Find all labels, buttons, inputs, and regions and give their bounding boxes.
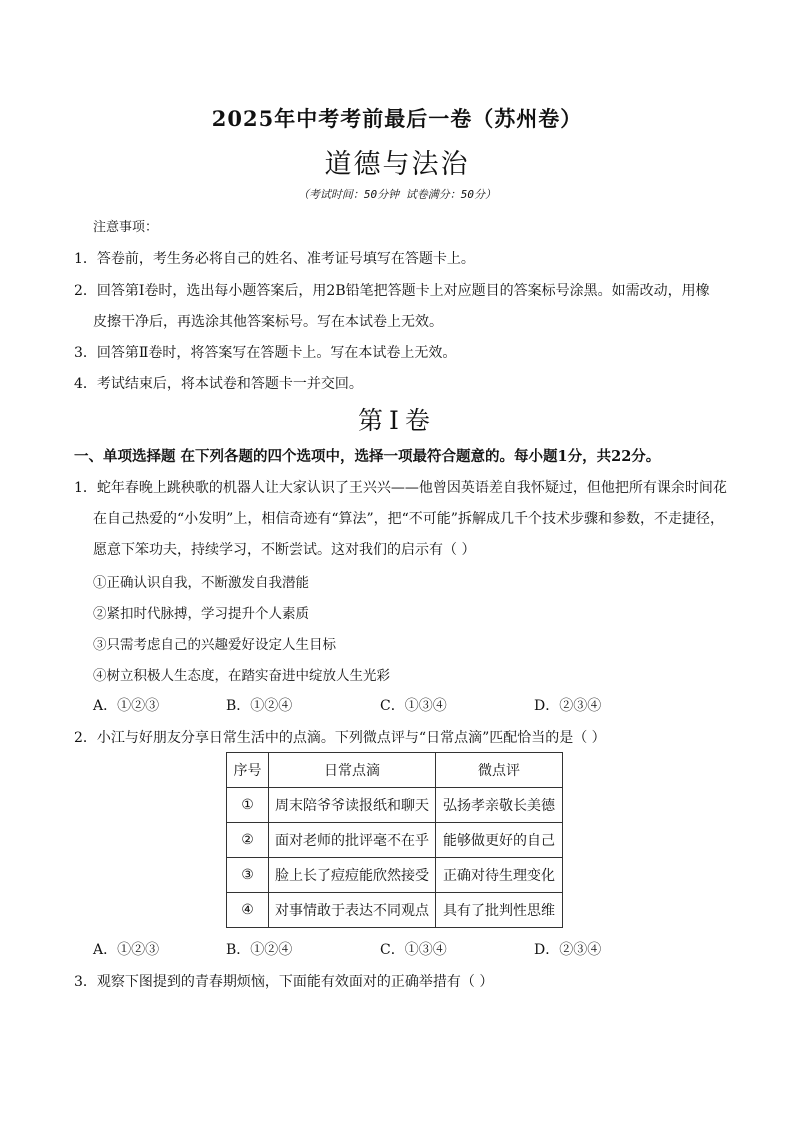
q1-statement-4: ④树立积极人生态度，在踏实奋进中绽放人生光彩 — [93, 668, 390, 684]
q1-choice-c[interactable]: C．①③④ — [380, 698, 447, 714]
part-heading: 一、单项选择题 在下列各题的四个选项中，选择一项最符合题意的。每小题1分，共22分。 — [74, 448, 661, 465]
q1-stem-line-2: 在自己热爱的“小发明”上，相信奇迹有“算法”，把“不可能”拆解成几千个技术步骤和参数，不走捷径， — [93, 511, 724, 527]
table-cell: 周末陪爷爷读报纸和聊天 — [269, 788, 436, 823]
table-cell: 能够做更好的自己 — [436, 823, 563, 858]
q2-table — [226, 752, 563, 928]
table-cell: 面对老师的批评毫不在乎 — [269, 823, 436, 858]
table-cell: 正确对待生理变化 — [436, 858, 563, 893]
table-cell: 脸上长了痘痘能欣然接受 — [269, 858, 436, 893]
q2-choice-c[interactable]: C．①③④ — [380, 942, 447, 958]
table-row — [227, 893, 563, 928]
notice-item-2-cont: 皮擦干净后，再选涂其他答案标号。写在本试卷上无效。 — [93, 314, 443, 330]
table-header-cell: 序号 — [227, 753, 269, 788]
q1-choice-d[interactable]: D．②③④ — [534, 698, 602, 714]
table-cell: ① — [227, 788, 269, 823]
table-cell: 弘扬孝亲敬长美德 — [436, 788, 563, 823]
q2-choice-b[interactable]: B．①②④ — [226, 942, 293, 958]
table-cell: 对事情敢于表达不同观点 — [269, 893, 436, 928]
notice-item-3: 3．回答第Ⅱ卷时，将答案写在答题卡上。写在本试卷上无效。 — [74, 345, 457, 361]
q1-stem-line-1: 1．蛇年春晚上跳秧歌的机器人让大家认识了王兴兴——他曾因英语差自我怀疑过，但他把所有课余时间花 — [74, 480, 727, 496]
q1-choice-b[interactable]: B．①②④ — [226, 698, 293, 714]
q2-choice-a[interactable]: A．①②③ — [93, 942, 160, 958]
table-cell: ② — [227, 823, 269, 858]
table-row — [227, 788, 563, 823]
table-row — [227, 823, 563, 858]
q2-choice-d[interactable]: D．②③④ — [534, 942, 602, 958]
notice-item-4: 4．考试结束后，将本试卷和答题卡一并交回。 — [74, 376, 363, 392]
notice-item-1: 1．答卷前，考生务必将自己的姓名、准考证号填写在答题卡上。 — [74, 251, 475, 267]
table-cell: 具有了批判性思维 — [436, 893, 563, 928]
exam-title: 2025年中考考前最后一卷（苏州卷） — [211, 106, 583, 131]
table-row — [227, 858, 563, 893]
q1-statement-3: ③只需考虑自己的兴趣爱好设定人生目标 — [93, 637, 336, 653]
notice-item-2: 2．回答第Ⅰ卷时，选出每小题答案后，用2B铅笔把答题卡上对应题目的答案标号涂黑。如需改动，用橡 — [74, 283, 710, 299]
table-cell: ④ — [227, 893, 269, 928]
table-cell: ③ — [227, 858, 269, 893]
q2-stem: 2．小江与好朋友分享日常生活中的点滴。下列微点评与“日常点滴”匹配恰当的是（ ） — [74, 730, 606, 746]
q1-statement-2: ②紧扣时代脉搏，学习提升个人素质 — [93, 606, 309, 622]
table-header-cell: 日常点滴 — [269, 753, 436, 788]
q1-statement-1: ①正确认识自我，不断激发自我潜能 — [93, 575, 309, 591]
section-title: 第Ⅰ卷 — [358, 406, 436, 435]
subject-title: 道德与法治 — [324, 149, 470, 180]
q1-choice-a[interactable]: A．①②③ — [93, 698, 160, 714]
exam-meta: （考试时间：50分钟 试卷满分：50分） — [297, 188, 497, 201]
q3-stem: 3．观察下图提到的青春期烦恼，下面能有效面对的正确举措有（ ） — [74, 974, 494, 990]
notice-heading: 注意事项： — [93, 220, 159, 235]
table-header-cell: 微点评 — [436, 753, 563, 788]
q1-stem-line-3: 愿意下笨功夫，持续学习，不断尝试。这对我们的启示有（ ） — [93, 542, 476, 558]
table-header-row — [227, 753, 563, 788]
